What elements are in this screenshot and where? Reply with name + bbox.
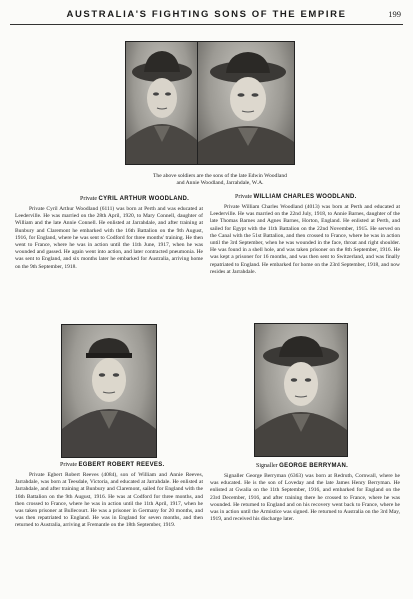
- soldier-name: WILLIAM CHARLES WOODLAND.: [253, 194, 357, 200]
- caption-line: The above soldiers are the sons of the late Edwin Woodland: [153, 173, 287, 179]
- portrait-photo-icon: [126, 42, 197, 164]
- soldier-name: EGBERT ROBERT REEVES.: [78, 462, 165, 468]
- soldier-name-egbert: [60, 462, 164, 469]
- portrait-photo-icon: [255, 324, 347, 456]
- page-header: [0, 9, 413, 23]
- soldier-bio-george: Signaller George Berryman (6363) was born at Redruth, Cornwall, where he was educated. He is the son of Loveday and the late James Henry Berryman. He enlisted at Gwalia on the 11th September, 1916, and embarked for England on the 23rd December, 1916, and after training there he crossed to France, where he was wounded. He returned to England and on his recovery went back to France, where he was in action until the Armistice was signed. He returned to Australia on the 3rd May, 1919, and received his discharge later.: [210, 473, 400, 523]
- portrait-egbert-reeves: [61, 324, 157, 458]
- soldier-bio-egbert: Private Egbert Robert Reeves (4084), son of William and Annie Reeves, Jarrahdale, was born at Teesdale, Victoria, and educated at Jarrahdale. He enlisted at Jarrahdale, and after training at Bunbury and Claremont, sailed for England with the 16th Battalion on the 9th August, 1916. He was at Codford for three months, and then crossed to France, where he was in action until the 11th April, 1917, when he was taken prisoner at Bullecourt. He was a prisoner in Germany for 20 months, and was then repatriated to England. He was in England for seven months, and then returned to Australia, arriving at Fremantle on the 18th September, 1919.: [15, 472, 203, 529]
- soldier-bio-cyril: Private Cyril Arthur Woodland (6111) was born at Perth and was educated at Leederville. He was married on the 28th April, 1920, to Mary Connell, daughter of William and the late Annie Connell. He enlisted at Jarrahdale, and after training at Bunbury and Claremont he embarked with the 16th Battalion on the 9th August, 1916, for England, where he was sent to Codford for three months' training. He then went to France, where he was in action until the 11th June, 1917, when he was wounded and gassed. He again went into action, and later contracted pneumonia. He was sent to England, and six months later he embarked for Australia, arriving home on the 9th September, 1918.: [15, 206, 203, 270]
- soldier-rank: Private: [60, 462, 77, 468]
- header-rule: [10, 24, 403, 25]
- soldier-name-william: [235, 194, 357, 201]
- soldier-bio-william: Private William Charles Woodland (4013) was born at Perth and educated at Leederville. He was married on the 22nd July, 1918, to Annie Barnes, daughter of the late Thomas Barnes and Agnes Barnes, Horton, England. He enlisted at Perth, and sailed for Egypt with the 11th Battalion on the 22nd November, 1915. He served on the Canal with the 51st Battalion, and then crossed to France, where he was in action until the 3rd September, when he was wounded in the face, throat and right shoulder. He was found in a shell hole, and was taken prisoner on the 8th September, 1916. He was kept a prisoner for 16 months, and was then sent to Switzerland, and was finally repatriated to England. He embarked for home on the 23rd September, 1918, and now resides at Jarrahdale.: [210, 204, 400, 275]
- top-photos-caption: [140, 173, 300, 187]
- portrait-cyril-woodland: [125, 41, 198, 165]
- soldier-rank: Private: [235, 194, 252, 200]
- page-number: 199: [388, 9, 401, 19]
- soldier-name: CYRIL ARTHUR WOODLAND.: [98, 196, 190, 202]
- portrait-photo-icon: [62, 325, 156, 457]
- soldier-rank: Private: [80, 196, 97, 202]
- portrait-william-woodland: [197, 41, 295, 165]
- soldier-rank: Signaller: [256, 463, 278, 469]
- soldier-name-cyril: [80, 196, 189, 203]
- portrait-photo-icon: [198, 42, 294, 164]
- portrait-george-berryman: [254, 323, 348, 457]
- caption-line: and Annie Woodland, Jarrahdale, W.A.: [176, 180, 264, 186]
- soldier-name-george: [256, 463, 348, 470]
- book-title: AUSTRALIA'S FIGHTING SONS OF THE EMPIRE: [66, 9, 347, 20]
- soldier-name: GEORGE BERRYMAN.: [279, 463, 349, 469]
